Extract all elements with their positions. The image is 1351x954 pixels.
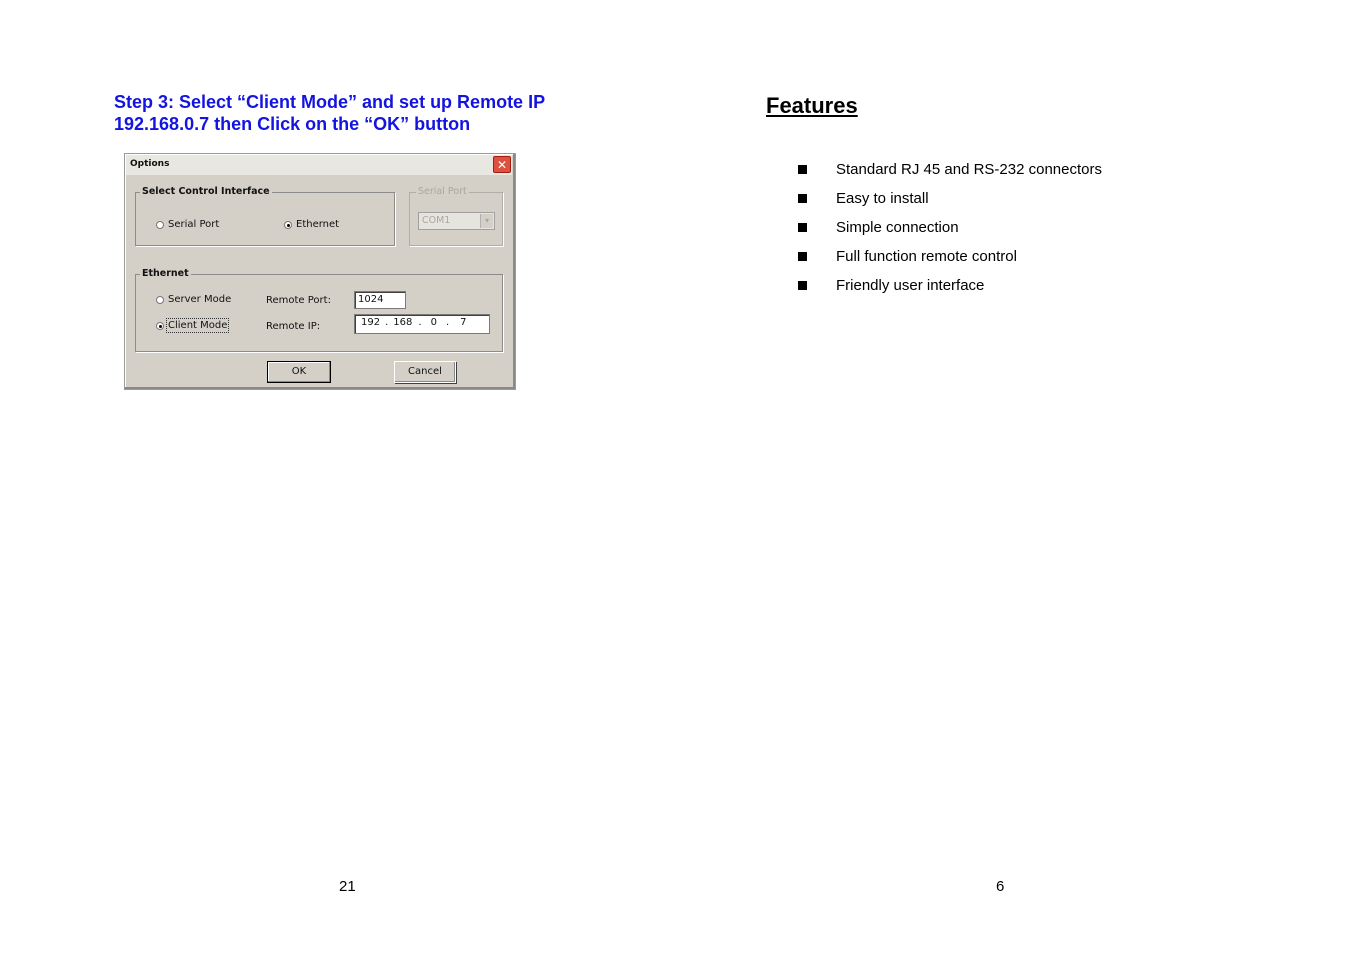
feature-text: Easy to install xyxy=(836,190,929,207)
close-icon: ✕ xyxy=(493,156,511,173)
ok-button xyxy=(267,361,331,383)
ethernet-group xyxy=(135,268,503,352)
server-mode-label: Server Mode xyxy=(168,294,232,305)
feature-list xyxy=(798,155,1102,300)
square-bullet-icon xyxy=(798,252,807,261)
radio-unchecked-icon xyxy=(156,221,164,229)
remote-port-input xyxy=(354,291,406,309)
com-port-value: COM1 xyxy=(422,215,451,226)
radio-checked-icon xyxy=(156,322,164,330)
feature-text: Simple connection xyxy=(836,219,959,236)
cancel-button xyxy=(394,361,456,383)
list-item xyxy=(798,271,1102,300)
ip-octet-1: 192 xyxy=(361,317,381,328)
serial-port-legend: Serial Port xyxy=(418,186,467,197)
list-item xyxy=(798,242,1102,271)
options-dialog-screenshot xyxy=(124,153,516,390)
step-heading xyxy=(114,91,634,135)
feature-text: Friendly user interface xyxy=(836,277,985,294)
step-heading-line-2: 192.168.0.7 then Click on the “OK” button xyxy=(114,114,471,134)
ip-octet-4: 7 xyxy=(460,317,467,328)
ip-dot: . xyxy=(445,317,450,328)
remote-ip-label: Remote IP: xyxy=(266,321,321,332)
cancel-button-label: Cancel xyxy=(408,366,442,377)
ethernet-legend: Ethernet xyxy=(142,268,189,279)
dialog-titlebar xyxy=(126,155,512,175)
remote-port-label: Remote Port: xyxy=(266,295,331,306)
server-mode-radio xyxy=(156,294,231,305)
page-number-left: 21 xyxy=(339,878,356,895)
client-mode-radio xyxy=(156,320,227,331)
dialog-title: Options xyxy=(130,159,170,169)
square-bullet-icon xyxy=(798,165,807,174)
com-port-select xyxy=(418,212,495,230)
square-bullet-icon xyxy=(798,281,807,290)
step-heading-line-1: Step 3: Select “Client Mode” and set up Remote IP xyxy=(114,92,546,112)
remote-ip-input xyxy=(354,314,490,334)
radio-checked-icon xyxy=(284,221,292,229)
ethernet-radio xyxy=(284,219,339,230)
ip-octet-2: 168 xyxy=(393,317,413,328)
chevron-down-icon: ▾ xyxy=(480,214,493,228)
ip-dot: . xyxy=(418,317,422,328)
page-number-right: 6 xyxy=(996,878,1005,895)
radio-unchecked-icon xyxy=(156,296,164,304)
ok-button-label: OK xyxy=(291,366,307,377)
ethernet-label: Ethernet xyxy=(296,219,340,230)
serial-port-radio xyxy=(156,219,219,230)
serial-port-label: Serial Port xyxy=(168,219,220,230)
ip-octet-3: 0 xyxy=(430,317,437,328)
list-item xyxy=(798,184,1102,213)
control-interface-legend: Select Control Interface xyxy=(142,186,270,197)
features-title: Features xyxy=(766,93,858,118)
client-mode-label: Client Mode xyxy=(168,320,228,331)
control-interface-group xyxy=(135,186,395,246)
square-bullet-icon xyxy=(798,223,807,232)
square-bullet-icon xyxy=(798,194,807,203)
list-item xyxy=(798,155,1102,184)
list-item xyxy=(798,213,1102,242)
serial-port-group xyxy=(409,186,503,246)
ip-dot: . xyxy=(385,317,389,328)
remote-port-value: 1024 xyxy=(358,294,384,305)
feature-text: Full function remote control xyxy=(836,248,1017,265)
feature-text: Standard RJ 45 and RS-232 connectors xyxy=(836,161,1102,178)
